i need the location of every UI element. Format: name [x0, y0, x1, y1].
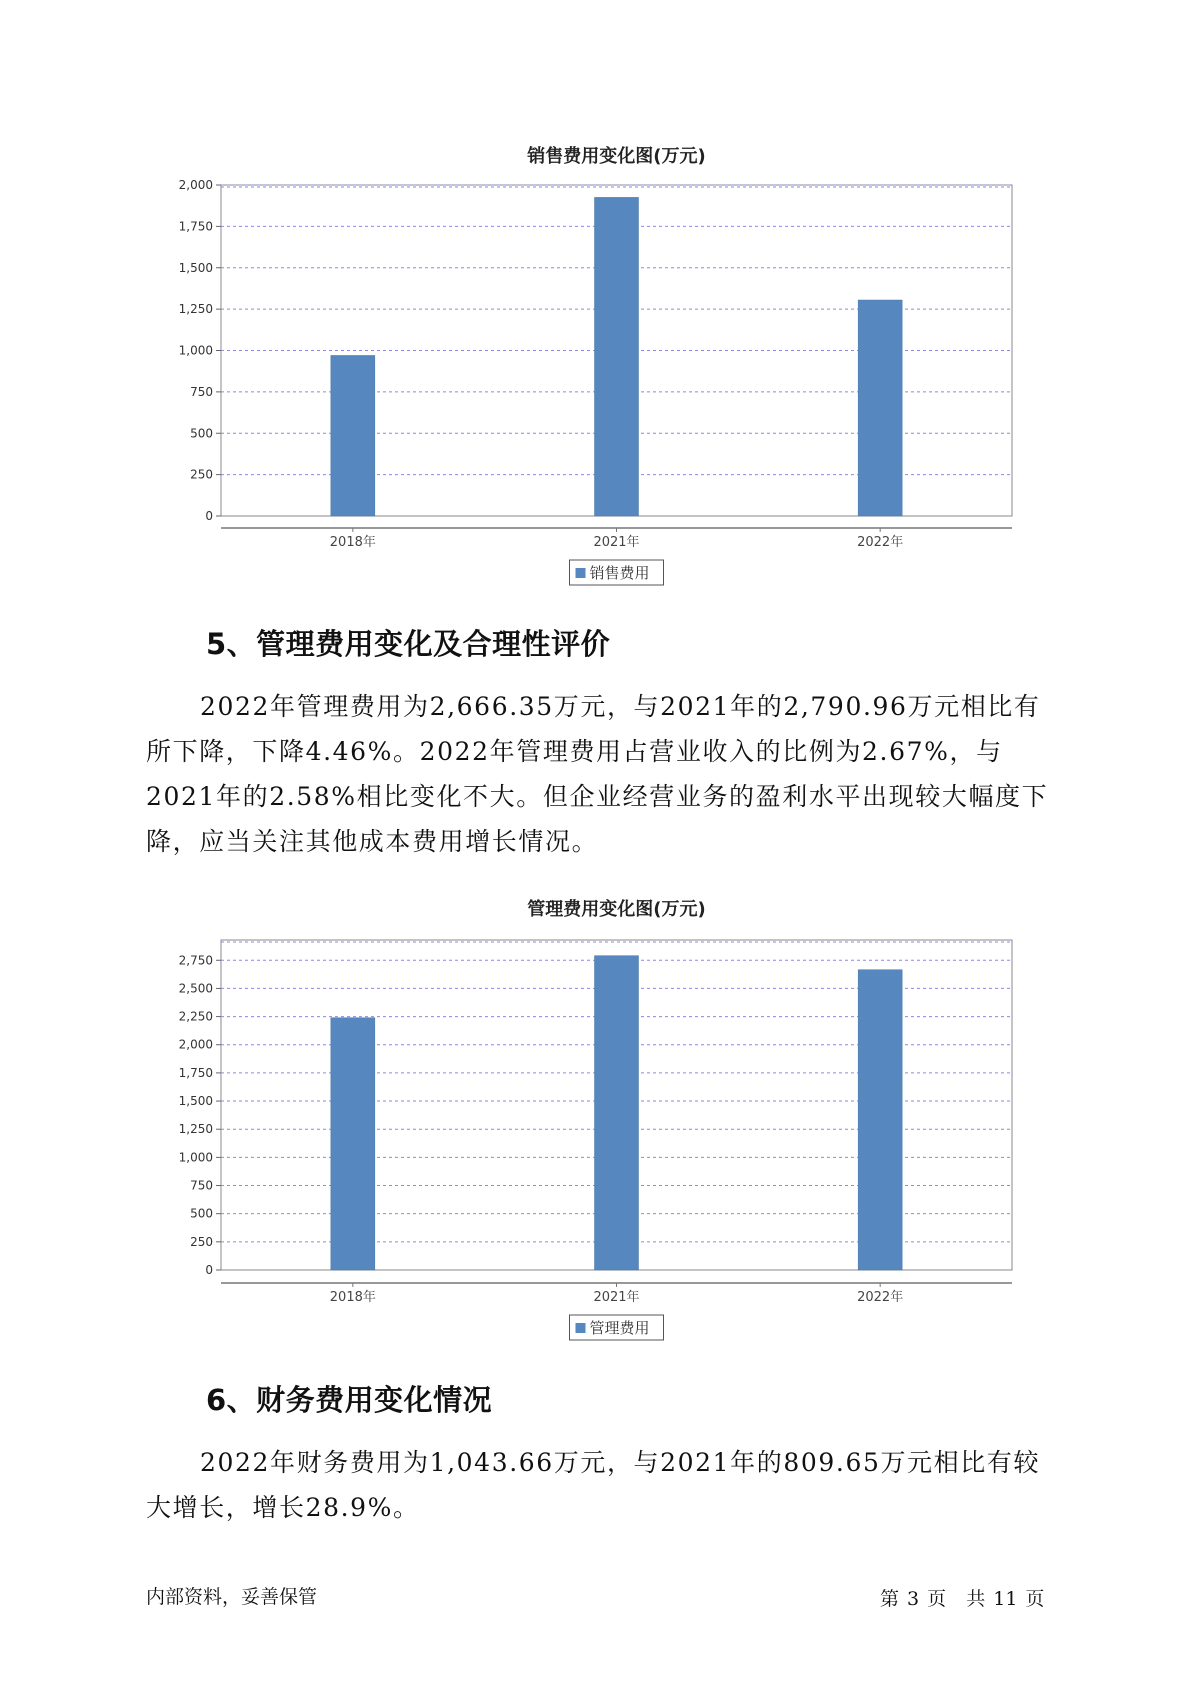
x-tick-label: 2021年 [593, 535, 640, 550]
x-tick-label: 2022年 [857, 1290, 904, 1305]
bar [858, 970, 902, 1270]
y-tick-label: 1,750 [178, 219, 213, 234]
y-tick-label: 750 [190, 384, 213, 399]
section-6-heading: 6、财务费用变化情况 [206, 1383, 493, 1417]
y-tick-label: 1,000 [178, 1150, 213, 1165]
y-tick-label: 250 [190, 467, 213, 482]
y-tick-label: 1,500 [178, 1094, 213, 1109]
page-prefix: 第 [880, 1588, 900, 1610]
y-tick-label: 250 [190, 1234, 213, 1249]
y-tick-label: 2,250 [178, 1009, 213, 1024]
y-tick-label: 2,750 [178, 953, 213, 968]
legend-swatch [576, 1323, 586, 1333]
footer-confidential-note: 内部资料，妥善保管 [146, 1586, 318, 1608]
y-tick-label: 0 [205, 1263, 213, 1277]
y-tick-label: 0 [205, 509, 213, 523]
y-tick-label: 500 [190, 1206, 213, 1221]
chart-title: 管理费用变化图(万元) [527, 899, 706, 920]
total-unit: 页 [1025, 1588, 1045, 1610]
y-tick-label: 1,500 [178, 260, 213, 275]
y-tick-label: 1,000 [178, 343, 213, 358]
page-number: 3 [907, 1588, 920, 1610]
footer-page-info [880, 1584, 1052, 1611]
legend-label: 销售费用 [589, 564, 650, 582]
total-pages: 11 [993, 1588, 1018, 1610]
y-tick-label: 750 [190, 1178, 213, 1193]
y-tick-label: 1,250 [178, 302, 213, 317]
y-tick-label: 2,000 [178, 178, 213, 192]
y-tick-label: 1,750 [178, 1065, 213, 1080]
page-unit: 页 [927, 1588, 947, 1610]
x-tick-label: 2021年 [593, 1290, 640, 1305]
y-tick-label: 2,000 [178, 1037, 213, 1052]
y-tick-label: 1,250 [178, 1122, 213, 1137]
chart-title: 销售费用变化图(万元) [527, 146, 706, 167]
total-prefix: 共 [966, 1588, 986, 1610]
section-5-text: 2022年管理费用为2,666.35万元，与2021年的2,790.96万元相比有所下降，下降4.46%。2022年管理费用占营业收入的比例为2.67%，与2021年的2.58%相比变化不大。但企业经营业务的盈利水平出现较大幅度下降，应当关注其他成本费用增长情况。 [146, 692, 1049, 856]
y-tick-label: 2,500 [178, 981, 213, 996]
x-tick-label: 2018年 [329, 535, 376, 550]
section-6-paragraph [146, 1440, 1056, 1530]
x-tick-label: 2022年 [857, 535, 904, 550]
section-6-text: 2022年财务费用为1,043.66万元，与2021年的809.65万元相比有较大增长，增长28.9%。 [146, 1448, 1041, 1522]
x-tick-label: 2018年 [329, 1290, 376, 1305]
y-tick-label: 500 [190, 426, 213, 441]
bar [331, 1018, 375, 1270]
section-5-heading: 5、管理费用变化及合理性评价 [206, 627, 611, 661]
legend-label: 管理费用 [589, 1319, 650, 1337]
bar [595, 956, 639, 1270]
